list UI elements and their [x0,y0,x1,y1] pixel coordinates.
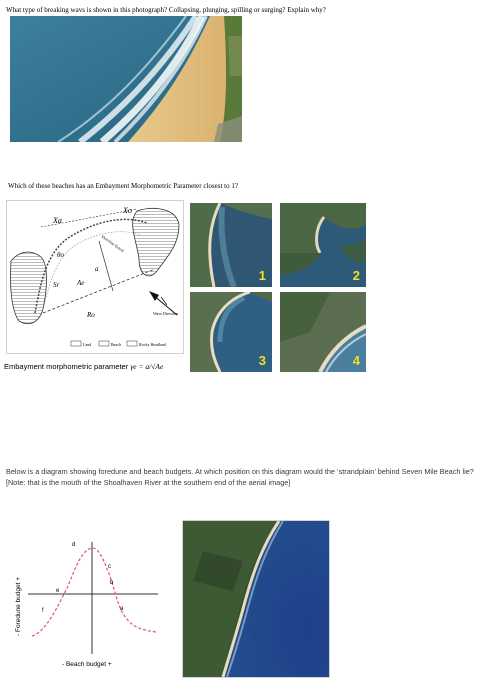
legend-land: Land [83,342,92,347]
budget-diagram [6,526,174,676]
beach-wave-photo [10,16,242,142]
point-label-b: b [110,580,114,586]
label-wave-direction: Wave Direction [153,311,179,316]
legend-rocky-headland: Rocky Headland [139,342,166,347]
label-ro: Ro [87,311,95,319]
beach-image-4[interactable] [280,292,366,372]
label-ae: Ae [77,279,85,287]
tile-number-2: 2 [352,268,360,283]
question-1-text: What type of breaking wavs is shown in this photograph? Collapsing, plunging, spilling or surging? Explain why? [6,6,326,14]
embayment-caption-row [4,362,163,371]
beach-image-3[interactable] [190,292,272,372]
legend-beach: Beach [111,342,121,347]
question-2-text: Which of these beaches has an Embayment Morphometric Parameter closest to 1? [8,182,238,190]
legend [71,341,166,347]
point-label-a: a [120,606,124,612]
y-axis-label: - Foredune budget + [15,576,22,636]
label-theta: θo [57,251,64,259]
tile-number-4: 4 [352,353,360,368]
point-label-f: f [42,608,44,614]
point-label-c: c [108,564,111,570]
label-xo: Xo [123,206,132,215]
tile-number-3: 3 [258,353,266,368]
embayment-caption: Embayment morphometric parameter [4,362,129,371]
beach-image-2[interactable] [280,203,366,287]
embayment-formula: γe = a/√Ae [130,362,164,371]
seven-mile-beach-aerial-image[interactable] [182,520,330,678]
point-label-d: d [72,542,76,548]
beach-image-1[interactable] [190,203,272,287]
point-label-e: e [56,588,60,594]
label-xa: Xa [53,216,62,225]
tile-number-1: 1 [258,268,266,283]
label-sr: Sr [53,281,60,289]
question-3-text: Below is a diagram showing foredune and beach budgets. At which position on this diagram would the ‘strandplain’ behind Seven Mile Beach lie? [Note: that is the mouth of the Shoalhaven River at the southern end of the aerial image] [6,467,474,487]
label-shoreline: Shoreline Extent [100,233,126,254]
x-axis-label: - Beach budget + [62,661,112,668]
label-a: a [95,265,99,273]
embayment-diagram [6,200,184,354]
